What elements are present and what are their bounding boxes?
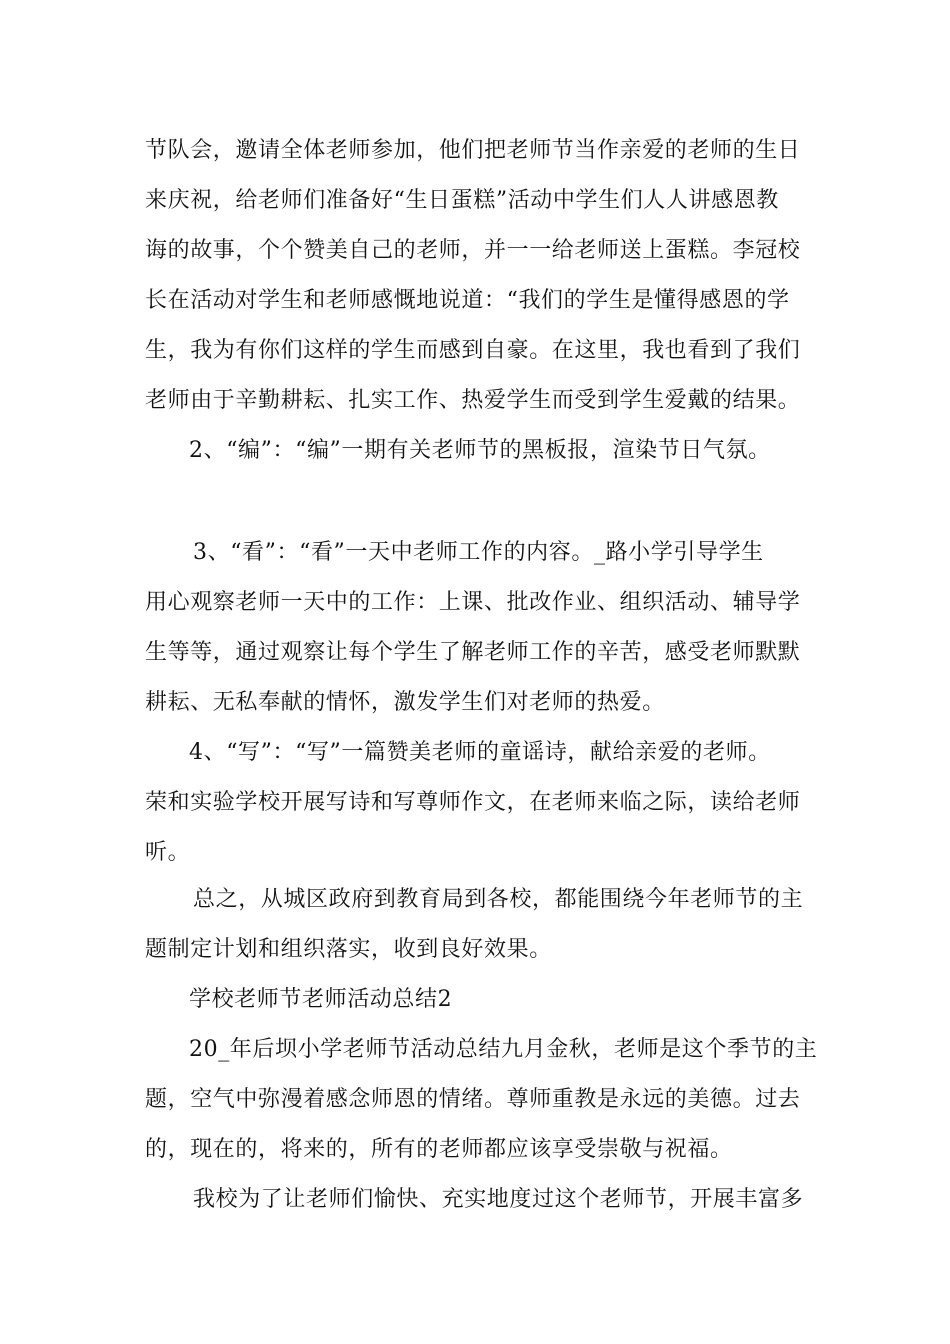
text-line: 3、“看”：“看”一天中老师工作的内容。_路小学引导学生: [193, 540, 764, 565]
section-heading: 学校老师节老师活动总结2: [189, 987, 453, 1012]
text-line: 老师由于辛勤耕耘、扎实工作、热爱学生而受到学生爱戴的结果。: [145, 388, 801, 413]
text-line: 荣和实验学校开展写诗和写尊师作文，在老师来临之际，读给老师: [145, 790, 801, 815]
text-line: 题制定计划和组织落实，收到良好效果。: [145, 937, 552, 962]
text-line: 总之，从城区政府到教育局到各校，都能围绕今年老师节的主: [193, 887, 804, 912]
text-line: 长在活动对学生和老师感慨地说道：“我们的学生是懂得感恩的学: [145, 288, 790, 313]
text-line: 耕耘、无私奉献的情怀，激发学生们对老师的热爱。: [145, 690, 665, 715]
text-line: 题，空气中弥漫着感念师恩的情绪。尊师重教是永远的美德。过去: [145, 1087, 801, 1112]
text-line: 听。: [145, 840, 191, 865]
text-line: 诲的故事，个个赞美自己的老师，并一一给老师送上蛋糕。李冠校: [145, 238, 801, 263]
text-line: 2、“编”：“编”一期有关老师节的黑板报，渲染节日气氛。: [189, 438, 771, 463]
text-line: 4、“写”：“写”一篇赞美老师的童谣诗，献给亲爱的老师。: [189, 740, 771, 765]
text-line: 用心观察老师一天中的工作：上课、批改作业、组织活动、辅导学: [145, 590, 801, 615]
text-line: 我校为了让老师们愉快、充实地度过这个老师节，开展丰富多: [193, 1187, 804, 1212]
text-line: 生，我为有你们这样的学生而感到自豪。在这里，我也看到了我们: [145, 338, 801, 363]
text-line: 生等等，通过观察让每个学生了解老师工作的辛苦，感受老师默默: [145, 640, 801, 665]
text-line: 20_年后坝小学老师节活动总结九月金秋，老师是这个季节的主: [189, 1037, 818, 1062]
text-line: 来庆祝，给老师们准备好“生日蛋糕”活动中学生们人人讲感恩教: [145, 188, 779, 213]
text-line: 的，现在的，将来的，所有的老师都应该享受崇敬与祝福。: [145, 1137, 733, 1162]
text-line: 节队会，邀请全体老师参加，他们把老师节当作亲爱的老师的生日: [145, 138, 801, 163]
